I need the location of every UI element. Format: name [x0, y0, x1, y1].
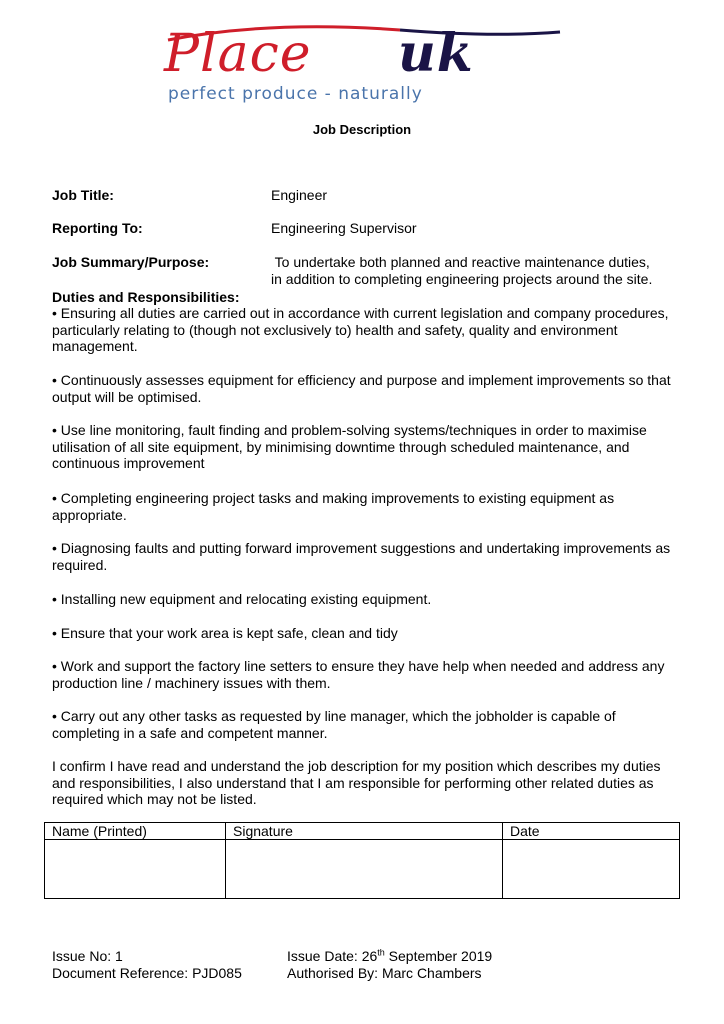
duty-item: • Carry out any other tasks as requested by line manager, which the jobholder is capable of completing in a safe and competent manner.	[52, 708, 616, 741]
duty-item: • Use line monitoring, fault finding and problem-solving systems/techniques in order to maximise utilisation of all site equipment, by minimising downtime through scheduled maintenance, and continuous improvement	[52, 422, 647, 471]
company-logo	[150, 22, 570, 106]
document-reference: Document Reference: PJD085	[52, 965, 242, 981]
duty-item: • Ensuring all duties are carried out in accordance with current legislation and company procedures, particularly relating to (though not exclusively to) health and safety, quality and environment management.	[52, 305, 669, 354]
date-cell[interactable]	[503, 840, 680, 899]
reporting-to-value: Engineering Supervisor	[271, 220, 417, 236]
logo-tagline: perfect produce - naturally	[168, 84, 423, 104]
duty-item: • Ensure that your work area is kept safe, clean and tidy	[52, 625, 398, 641]
signature-table	[44, 822, 680, 899]
issue-date-ordinal: th	[377, 947, 385, 958]
issue-date-prefix: Issue Date: 26	[287, 948, 378, 964]
signature-cell[interactable]	[226, 840, 503, 899]
signature-header: Signature	[226, 823, 503, 840]
issue-date	[287, 948, 492, 965]
duty-item: • Completing engineering project tasks and making improvements to existing equipment as appropriate.	[52, 490, 615, 523]
date-header: Date	[503, 823, 680, 840]
name-printed-header: Name (Printed)	[45, 823, 226, 840]
signature-table-row	[45, 840, 680, 899]
document-title: Job Description	[312, 122, 412, 137]
job-summary-value-line2: in addition to completing engineering projects around the site.	[271, 271, 653, 287]
job-title-value: Engineer	[271, 187, 328, 203]
reporting-to-label: Reporting To:	[52, 220, 143, 236]
job-summary-value-line1: To undertake both planned and reactive maintenance duties,	[271, 254, 650, 270]
issue-date-suffix: September 2019	[384, 948, 493, 964]
duty-item: • Diagnosing faults and putting forward improvement suggestions and undertaking improvements as required.	[52, 540, 671, 573]
duty-item: • Work and support the factory line setters to ensure they have help when needed and address any production line / machinery issues with them.	[52, 658, 665, 691]
duty-item: • Continuously assesses equipment for efficiency and purpose and implement improvements so that output will be optimised.	[52, 372, 671, 405]
logo-word-place: Place	[164, 24, 312, 84]
issue-number: Issue No: 1	[52, 948, 123, 964]
job-title-label: Job Title:	[52, 187, 114, 203]
signature-table-header-row	[45, 823, 680, 840]
duties-heading: Duties and Responsibilities:	[52, 289, 240, 305]
name-printed-cell[interactable]	[45, 840, 226, 899]
logo-word-uk: uk	[398, 23, 474, 84]
duty-item: • Installing new equipment and relocating existing equipment.	[52, 591, 432, 607]
authorised-by: Authorised By: Marc Chambers	[287, 965, 482, 981]
job-summary-label: Job Summary/Purpose:	[52, 254, 210, 270]
confirmation-statement: I confirm I have read and understand the job description for my position which describes my duties and responsibilities, I also understand that I am responsible for performing other related duties as required which may not be listed.	[52, 758, 661, 807]
